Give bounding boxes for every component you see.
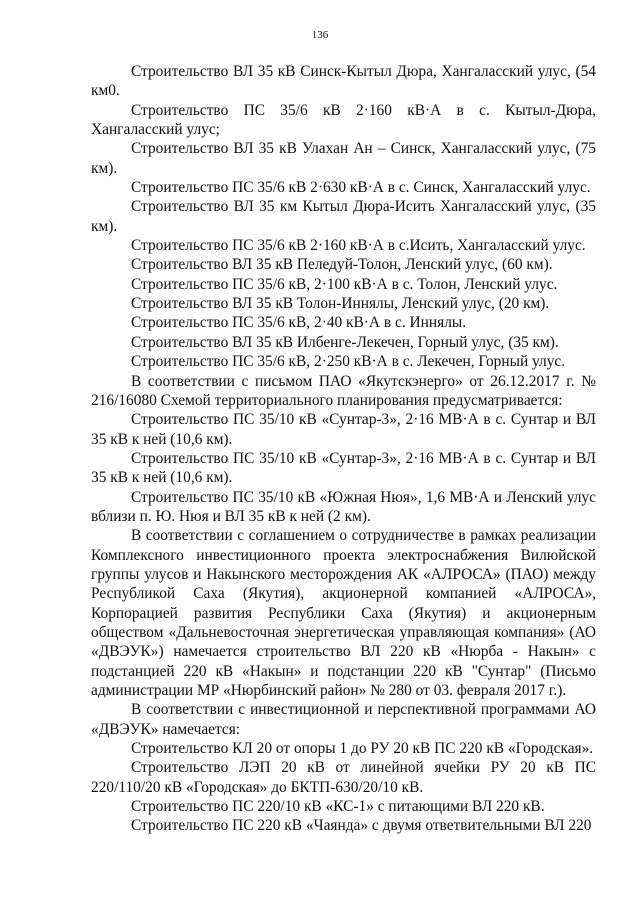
- paragraph: Строительство ВЛ 35 кВ Синск-Кытыл Дюра, Хангаласский улус, (54 км0.: [91, 63, 596, 100]
- paragraph: В соответствии с инвестиционной и перспективной программами АО «ДВЭУК» намечается:: [91, 701, 596, 738]
- paragraph: Строительство ПС 35/10 кВ «Южная Нюя», 1,6 МВ·А и Ленский улус вблизи п. Ю. Нюя и ВЛ 35 кВ к ней (2 км).: [91, 488, 596, 525]
- paragraph: Строительство КЛ 20 от опоры 1 до РУ 20 кВ ПС 220 кВ «Городская».: [131, 740, 594, 758]
- paragraph: Строительство ПС 35/6 кВ, 2·40 кВ·А в с. Иннялы.: [131, 314, 467, 332]
- paragraph: В соответствии с соглашением о сотрудничестве в рамках реализации Комплексного инвестиционного проекта электроснабжения Вилюйской группы улусов и Накынского месторождения АК «АЛРОСА» (ПАО) между Республикой Саха (Якутия), акционерной компанией «АЛРОСА», Корпорацией развития Республики Саха (Якутия) и акционерным обществом «Дальневосточная энергетическая управляющая компания» (АО «ДВЭУК») намечается строительство ВЛ 220 кВ «Нюрба - Накын» с подстанцией 220 кВ «Накын» и подстанции 220 кВ "Сунтар" (Письмо администрации МР «Нюрбинский район» № 280 от 03. февраля 2017 г.).: [91, 527, 596, 699]
- paragraph: Строительство ЛЭП 20 кВ от линейной ячейки РУ 20 кВ ПС 220/110/20 кВ «Городская» до БКТП-630/20/10 кВ.: [91, 759, 596, 796]
- paragraph: Строительство ВЛ 35 км Кытыл Дюра-Исить Хангаласский улус, (35 км).: [91, 198, 596, 235]
- paragraph: Строительство ВЛ 35 кВ Пеледуй-Толон, Ленский улус, (60 км).: [131, 256, 553, 274]
- paragraph: В соответствии с письмом ПАО «Якутскэнерго» от 26.12.2017 г. № 216/16080 Схемой территориального планирования предусматривается:: [91, 372, 596, 409]
- paragraph: Строительство ПС 35/6 кВ, 2·100 кВ·А в с. Толон, Ленский улус.: [131, 275, 558, 293]
- paragraph: Строительство ВЛ 35 кВ Толон-Иннялы, Ленский улус, (20 км).: [131, 295, 550, 313]
- paragraph: Строительство ПС 220 кВ «Чаянда» с двумя ответвительными ВЛ 220: [131, 817, 592, 835]
- paragraph: Строительство ПС 220/10 кВ «КС-1» с питающими ВЛ 220 кВ.: [131, 798, 545, 816]
- paragraph: Строительство ПС 35/10 кВ «Сунтар-3», 2·16 МВ·А в с. Сунтар и ВЛ 35 кВ к ней (10,6 км).: [91, 411, 596, 448]
- paragraph: Строительство ПС 35/6 кВ 2·630 кВ·А в с. Синск, Хангаласский улус.: [131, 179, 591, 197]
- paragraph: Строительство ПС 35/6 кВ 2·160 кВ·А в с. Кытыл-Дюра, Хангаласский улус;: [91, 101, 596, 139]
- paragraph: Строительство ПС 35/6 кВ, 2·250 кВ·А в с. Лекечен, Горный улус.: [131, 353, 566, 371]
- page-number: 136: [311, 29, 329, 41]
- paragraph: Строительство ПС 35/6 кВ 2·160 кВ·А в с.Исить, Хангаласский улус.: [131, 237, 586, 255]
- paragraph: Строительство ВЛ 35 кВ Илбенге-Лекечен, Горный улус, (35 км).: [131, 333, 559, 351]
- document-body: [91, 62, 596, 836]
- paragraph: Строительство ПС 35/10 кВ «Сунтар-3», 2·16 МВ·А в с. Сунтар и ВЛ 35 кВ к ней (10,6 км).: [91, 449, 596, 487]
- paragraph: Строительство ВЛ 35 кВ Улахан Ан – Синск, Хангаласский улус, (75 км).: [91, 140, 596, 177]
